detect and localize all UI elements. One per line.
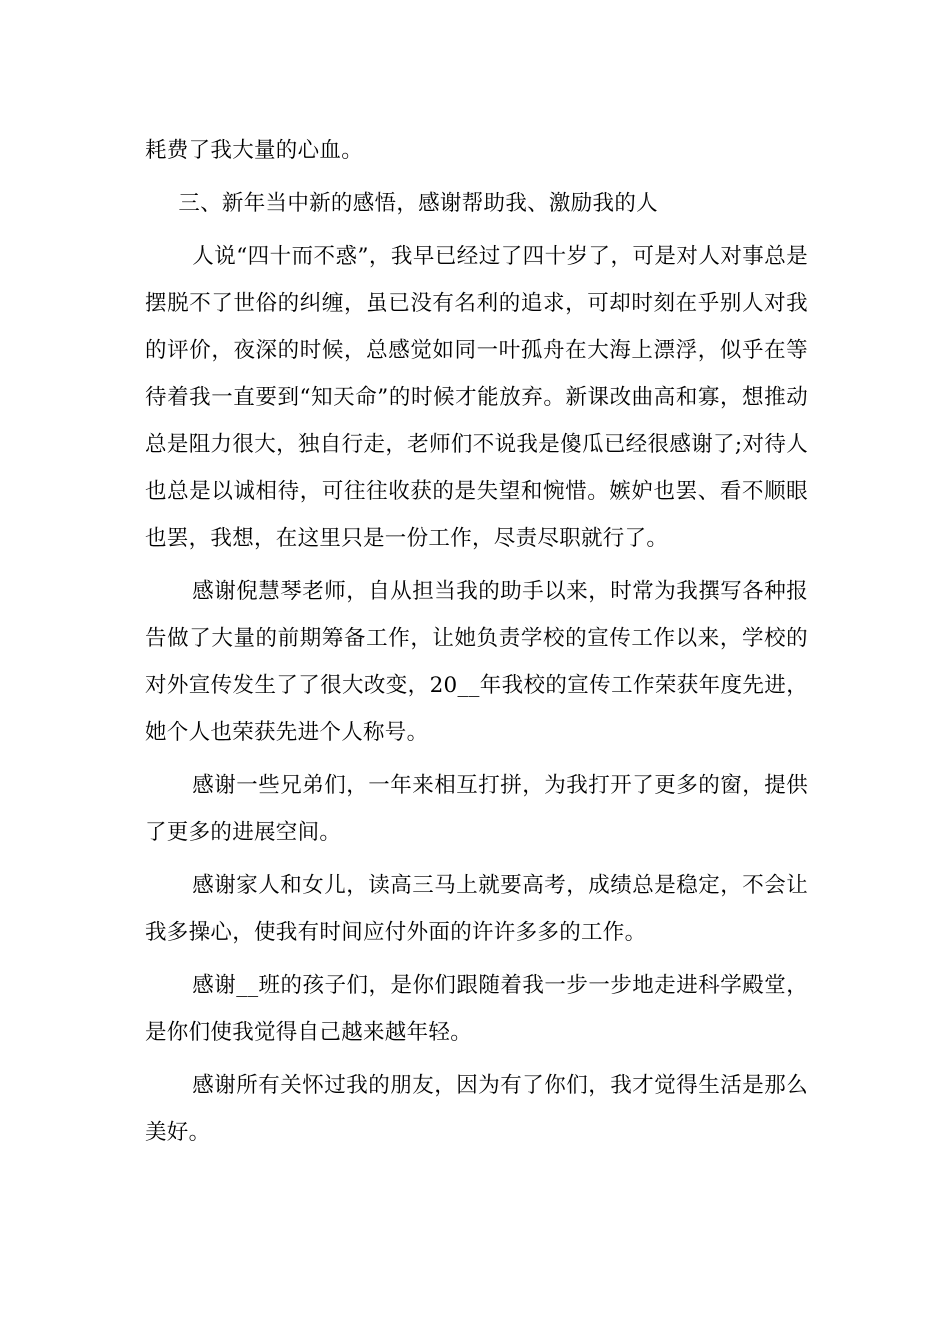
paragraph-thanks-assistant: 感谢倪慧琴老师，自从担当我的助手以来，时常为我撰写各种报告做了大量的前期筹备工作，让她负责学校的宣传工作以来，学校的对外宣传发生了了很大改变，20__年我校的宣传工作荣获年度先进，她个人也荣获先进个人称号。 bbox=[145, 579, 808, 745]
paragraph-thanks-brothers: 感谢一些兄弟们，一年来相互打拼，为我打开了更多的窗，提供了更多的进展空间。 bbox=[145, 773, 808, 845]
paragraph-thanks-friends: 感谢所有关怀过我的朋友，因为有了你们，我才觉得生活是那么美好。 bbox=[145, 1073, 808, 1145]
paragraph-thanks-family: 感谢家人和女儿，读高三马上就要高考，成绩总是稳定，不会让我多操心，使我有时间应付外面的许许多多的工作。 bbox=[145, 873, 808, 945]
section-heading: 三、新年当中新的感悟，感谢帮助我、激励我的人 bbox=[178, 191, 658, 216]
paragraph-continuation: 耗费了我大量的心血。 bbox=[145, 138, 364, 163]
paragraph-reflection: 人说“四十而不惑”，我早已经过了四十岁了，可是对人对事总是摆脱不了世俗的纠缠，虽已没有名利的追求，可却时刻在乎别人对我的评价，夜深的时候，总感觉如同一叶孤舟在大海上漂浮，似乎在等待着我一直要到“知天命”的时候才能放弃。新课改曲高和寡，想推动总是阻力很大，独自行走，老师们不说我是傻瓜已经很感谢了;对待人也总是以诚相待，可往往收获的是失望和惋惜。嫉妒也罢、看不顺眼也罢，我想，在这里只是一份工作，尽责尽职就行了。 bbox=[145, 244, 808, 551]
paragraph-thanks-students: 感谢__班的孩子们，是你们跟随着我一步一步地走进科学殿堂，是你们使我觉得自己越来越年轻。 bbox=[145, 973, 808, 1045]
